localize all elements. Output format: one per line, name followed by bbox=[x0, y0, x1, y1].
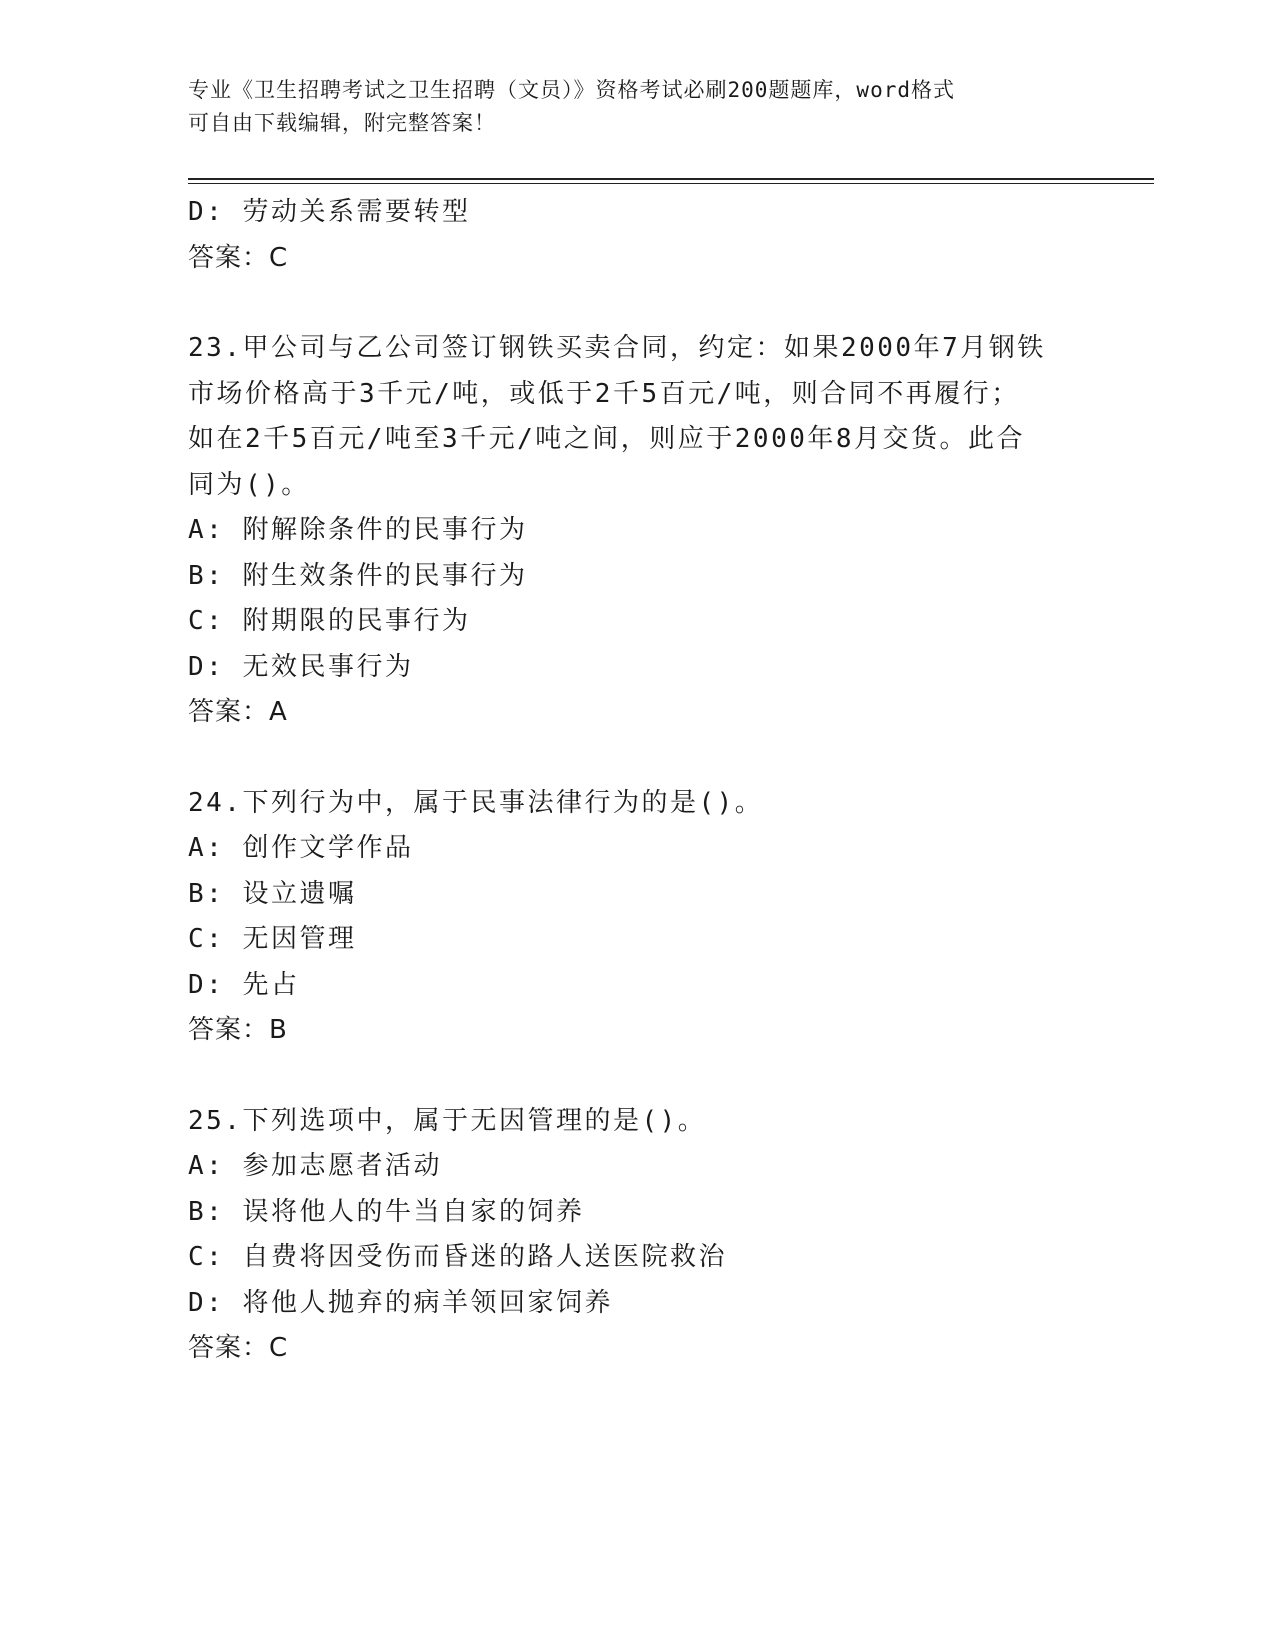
option-d: D: 先占 bbox=[188, 969, 300, 1000]
option-d: D: 将他人抛弃的病羊领回家饲养 bbox=[188, 1287, 613, 1318]
question-stem-line: 24.下列行为中，属于民事法律行为的是()。 bbox=[188, 787, 764, 818]
option-a: A: 创作文学作品 bbox=[188, 833, 414, 863]
question-stem-line: 市场价格高于3千元/吨，或低于2千5百元/吨，则合同不再履行； bbox=[188, 378, 1020, 409]
spacer bbox=[188, 1054, 1088, 1099]
question-stem-line: 23.甲公司与乙公司签订钢铁买卖合同，约定：如果2000年7月钢铁 bbox=[188, 333, 1046, 363]
document-header bbox=[188, 74, 1068, 140]
answer-line: 答案：B bbox=[188, 1015, 288, 1045]
option-d: D: 无效民事行为 bbox=[188, 651, 414, 682]
question-stem-line: 同为()。 bbox=[188, 469, 310, 500]
option-c: C: 附期限的民事行为 bbox=[188, 606, 471, 636]
header-divider-thin bbox=[188, 183, 1154, 184]
option-c: C: 自费将因受伤而昏迷的路人送医院救治 bbox=[188, 1242, 727, 1272]
question-23 bbox=[188, 326, 1088, 736]
option-b: B: 设立遗嘱 bbox=[188, 878, 357, 909]
header-line-2: 可自由下载编辑，附完整答案！ bbox=[188, 111, 496, 135]
question-22-tail bbox=[188, 190, 1088, 281]
question-25 bbox=[188, 1099, 1088, 1372]
question-24 bbox=[188, 781, 1088, 1054]
option-c: C: 无因管理 bbox=[188, 924, 357, 954]
header-divider-thick bbox=[188, 178, 1154, 180]
option-b: B: 附生效条件的民事行为 bbox=[188, 560, 528, 591]
answer-line: 答案：C bbox=[188, 242, 289, 273]
spacer bbox=[188, 736, 1088, 781]
option-b: B: 误将他人的牛当自家的饲养 bbox=[188, 1196, 585, 1227]
spacer bbox=[188, 281, 1088, 326]
question-list bbox=[188, 190, 1088, 1372]
question-stem-line: 25.下列选项中，属于无因管理的是()。 bbox=[188, 1105, 707, 1136]
answer-line: 答案：C bbox=[188, 1333, 289, 1363]
option-a: A: 参加志愿者活动 bbox=[188, 1151, 442, 1181]
option-d: D: 劳动关系需要转型 bbox=[188, 197, 471, 227]
header-line-1: 专业《卫生招聘考试之卫生招聘（文员）》资格考试必刷200题题库，word格式 bbox=[188, 78, 955, 102]
question-stem-line: 如在2千5百元/吨至3千元/吨之间，则应于2000年8月交货。此合 bbox=[188, 424, 1026, 454]
option-a: A: 附解除条件的民事行为 bbox=[188, 515, 528, 545]
answer-line: 答案：A bbox=[188, 697, 288, 727]
